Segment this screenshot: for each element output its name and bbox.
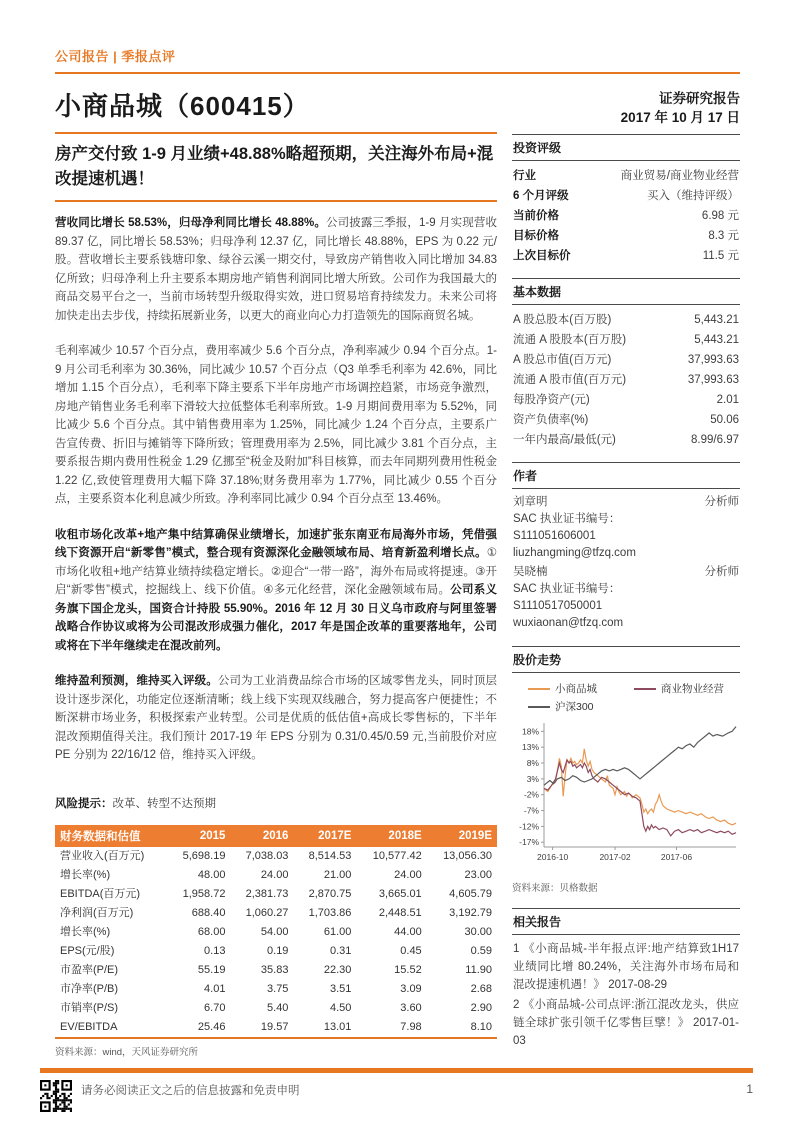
chart-heading: 股价走势 <box>512 646 740 673</box>
main-column <box>55 84 497 1064</box>
series-line-小商品城 <box>544 749 736 825</box>
table-row <box>55 847 497 866</box>
table-cell: 24.00 <box>394 869 422 881</box>
table-header-cell: 财务数据和估值 <box>55 825 167 847</box>
legend-item <box>528 699 634 714</box>
table-cell: 0.31 <box>330 945 352 957</box>
table-header-cell: 2017E <box>293 825 356 847</box>
side-row <box>513 430 739 450</box>
field-label: 每股净资产(元) <box>513 394 590 406</box>
table-cell: 2.90 <box>470 1002 492 1014</box>
author-name: 刘章明 <box>513 496 548 508</box>
rating-heading: 投资评级 <box>512 134 740 161</box>
table-cell: EBITDA(百万元) <box>60 888 141 900</box>
table-cell: 3.75 <box>267 983 289 995</box>
body-paragraph <box>55 672 497 765</box>
rating-block <box>512 161 740 278</box>
table-cell: 24.00 <box>260 869 289 881</box>
author-email: wuxiaonan@tfzq.com <box>513 617 624 629</box>
table-cell: 10,577.42 <box>372 850 422 862</box>
footer-divider <box>40 1068 753 1073</box>
table-cell: 营业收入(百万元) <box>60 850 145 862</box>
price-chart <box>512 719 740 871</box>
financial-table <box>55 825 497 1039</box>
table-cell: 8.10 <box>470 1021 492 1033</box>
author-name-row <box>513 564 739 581</box>
table-cell: 25.46 <box>197 1021 226 1033</box>
field-value: 买入（维持评级） <box>647 190 739 202</box>
page-title: 小商品城（600415） <box>55 91 310 121</box>
field-value: 2.01 <box>716 394 739 406</box>
body-paragraph <box>55 342 497 509</box>
table-cell: 5.40 <box>267 1002 289 1014</box>
legend-label: 小商品城 <box>555 683 597 695</box>
field-value: 8.3 元 <box>708 230 739 242</box>
y-tick-label: -2% <box>523 789 539 800</box>
side-row <box>513 206 739 226</box>
side-row <box>513 370 739 390</box>
side-row <box>513 350 739 370</box>
table-cell: 市盈率(P/E) <box>60 964 119 976</box>
related-reports-block <box>512 935 740 1064</box>
y-tick-label: -17% <box>519 837 539 848</box>
related-reports-heading: 相关报告 <box>512 908 740 935</box>
table-header-row <box>55 825 497 847</box>
author-entry <box>513 564 739 632</box>
field-value: 37,993.63 <box>687 374 739 386</box>
sac-label: SAC 执业证书编号： <box>513 583 621 595</box>
x-tick-label: 2017-06 <box>660 852 693 862</box>
chart-source: 资料来源：贝格数据 <box>512 883 598 894</box>
legend-label: 沪深300 <box>555 701 594 713</box>
table-cell: 增长率(%) <box>60 869 111 881</box>
side-row <box>513 226 739 246</box>
table-row <box>55 904 497 923</box>
bold-text: 营收同比增长 58.53%，归母净利同比增长 48.88%。 <box>55 217 326 229</box>
table-header-cell: 2019E <box>427 825 497 847</box>
side-row <box>513 166 739 186</box>
table-header-cell: 2018E <box>356 825 426 847</box>
table-cell: 6.70 <box>204 1002 226 1014</box>
table-cell: 0.19 <box>267 945 289 957</box>
table-cell: 48.00 <box>197 869 226 881</box>
legend-item <box>634 681 740 696</box>
table-row <box>55 980 497 999</box>
side-row <box>513 310 739 330</box>
subtitle-divider <box>55 200 497 202</box>
report-subtitle: 房产交付致 1-9 月业绩+48.88%略超预期，关注海外布局+混改提速机遇！ <box>55 145 494 188</box>
y-tick-label: 3% <box>526 773 539 784</box>
table-cell: 3.09 <box>400 983 422 995</box>
table-cell: 2.68 <box>470 983 492 995</box>
table-cell: 0.45 <box>400 945 422 957</box>
risk-label: 风险提示： <box>55 797 113 810</box>
report-category: 公司报告 | 季报点评 <box>55 49 176 64</box>
table-cell: 13,056.30 <box>443 850 492 862</box>
field-label: 上次目标价 <box>513 250 571 262</box>
regular-text: ①市场化收租+地产结算业绩持续稳定增长。②迎合“一带一路”，海外布局或将提速。③开启“新零售”模式，挖掘线上、线下价值。④多元化经营，深化金融领域布局。 <box>55 547 497 596</box>
table-cell: 3,192.79 <box>449 907 492 919</box>
field-label: 目标价格 <box>513 230 559 242</box>
author-name-row <box>513 494 739 511</box>
report-date: 2017 年 10 月 17 日 <box>620 110 740 125</box>
y-tick-label: 8% <box>526 758 539 769</box>
page-number: 1 <box>746 1082 753 1096</box>
body-paragraph <box>55 526 497 656</box>
side-row <box>513 330 739 350</box>
report-type-label: 证券研究报告 <box>659 91 740 106</box>
table-cell: 44.00 <box>394 926 422 938</box>
field-label: 当前价格 <box>513 210 559 222</box>
table-cell: 3,665.01 <box>378 888 422 900</box>
table-cell: 2,381.73 <box>245 888 289 900</box>
field-label: A 股总股本(百万股) <box>513 314 612 326</box>
table-cell: 4,605.79 <box>449 888 492 900</box>
field-label: 资产负债率(%) <box>513 414 589 426</box>
series-line-沪深300 <box>544 727 736 786</box>
title-divider <box>55 132 497 134</box>
field-label: 流通 A 股市值(百万元) <box>513 374 627 386</box>
table-cell: EPS(元/股) <box>60 945 115 957</box>
field-value: 6.98 元 <box>701 210 739 222</box>
table-cell: 4.50 <box>330 1002 352 1014</box>
table-cell: 15.52 <box>394 964 422 976</box>
table-row <box>55 961 497 980</box>
table-cell: 21.00 <box>323 869 352 881</box>
table-cell: 19.57 <box>260 1021 289 1033</box>
table-cell: 3.60 <box>400 1002 422 1014</box>
regular-text: 公司披露三季报，1-9 月实现营收 89.37 亿，同比增长 58.53%；归母净利 12.37 亿，同比增长 48.88%，EPS 为 0.22 元/股。营收增长主要系钱塘印象、绿谷云溪一期交付，导致房产销售收入同比增加 34.83 亿所致；归母净利上升主要系本期房地产销售利润同比增大所致。公司作为我国最大的商品交易平台之一，当前市场转型升级取得实效，进口贸易培育持续发力。未来公司将加快走出去步伐，持续拓展新业务，以更大的商业向心力打造领先的国际商贸名城。 <box>55 217 497 322</box>
bold-text: 维持盈利预测，维持买入评级。 <box>55 675 218 687</box>
y-tick-label: 18% <box>521 726 539 737</box>
header-divider <box>55 72 740 74</box>
table-header-cell: 2016 <box>230 825 293 847</box>
table-cell: 1,703.86 <box>308 907 352 919</box>
authors-heading: 作者 <box>512 462 740 489</box>
table-cell: 8,514.53 <box>308 850 352 862</box>
sac-label: SAC 执业证书编号： <box>513 513 621 525</box>
side-row <box>513 390 739 410</box>
table-cell: 688.40 <box>191 907 226 919</box>
field-label: 6 个月评级 <box>513 190 569 202</box>
field-label: 一年内最高/最低(元) <box>513 434 616 446</box>
sac-number: S111051606001 <box>513 530 596 542</box>
table-row <box>55 999 497 1018</box>
regular-text: 毛利率减少 10.57 个百分点，费用率减少 5.6 个百分点，净利率减少 0.94 个百分点。1-9 月公司毛利率为 30.36%，同比减少 10.57 个百分点（Q3 单季毛利率为 42.6%，同比增加 1.15 个百分点），毛利率下降主要系下半年房地产市场调控趋紧，市场竞争激烈，房地产销售业务毛利率下滑较大拉低整体毛利率所致。1-9 月期间费用率为 5.52%，同比减少 5.6 个百分点。其中销售费用率为 1.25%，同比减少 1.24 个百分点，主要系广告宣传费、折旧与摊销等下降所致；管理费用率为 2.5%，同比减少 3.81 个百分点，主要系报告期内费用性税金 1.29 亿挪至“税金及附加”科目核算，而去年同期列费用性税金 1.22 亿,致使管理费用大幅下降 37.18%;财务费用率为 1.77%，同比减少 0.55 个百分点，主要系资本化利息减少所致。净利率同比减少 0.94 个百分点至 13.46%。 <box>55 345 497 505</box>
author-email: liuzhangming@tfzq.com <box>513 547 636 559</box>
table-cell: 68.00 <box>197 926 226 938</box>
table-cell: 2,448.51 <box>378 907 422 919</box>
body-paragraph <box>55 214 497 325</box>
legend-item <box>528 681 634 696</box>
table-cell: 13.01 <box>323 1021 352 1033</box>
side-row <box>513 246 739 266</box>
table-cell: 市销率(P/S) <box>60 1002 119 1014</box>
financial-table-header <box>55 825 497 847</box>
table-cell: 5,698.19 <box>182 850 226 862</box>
table-cell: 30.00 <box>464 926 492 938</box>
table-row <box>55 866 497 885</box>
field-value: 11.5 元 <box>702 250 739 262</box>
table-cell: 增长率(%) <box>60 926 111 938</box>
field-label: 流通 A 股股本(百万股) <box>513 334 627 346</box>
side-row <box>513 186 739 206</box>
y-tick-label: -7% <box>523 805 539 816</box>
field-label: 行业 <box>513 170 536 182</box>
field-value: 5,443.21 <box>694 334 739 346</box>
table-cell: 0.13 <box>204 945 226 957</box>
author-role: 分析师 <box>704 496 739 508</box>
table-cell: 0.59 <box>470 945 492 957</box>
legend-swatch <box>528 688 550 690</box>
table-row <box>55 1018 497 1038</box>
table-cell: 55.19 <box>197 964 226 976</box>
table-cell: 市净率(P/B) <box>60 983 119 995</box>
table-cell: 61.00 <box>323 926 352 938</box>
risk-note <box>55 795 497 811</box>
footer <box>40 1080 753 1112</box>
table-header-cell: 2015 <box>167 825 230 847</box>
author-entry <box>513 494 739 562</box>
field-value: 50.06 <box>710 414 739 426</box>
authors-block <box>512 489 740 646</box>
y-tick-label: -12% <box>519 821 539 832</box>
table-cell: 2,870.75 <box>308 888 352 900</box>
related-report-item: 2 《小商品城-公司点评:浙江混改龙头，供应链全球扩张引领千亿零售巨擘！》 2017-01-03 <box>513 999 739 1047</box>
bold-text: 收租市场化改革+地产集中结算确保业绩增长，加速扩张东南亚布局海外市场，凭借强线下资源开启“新零售”模式，整合现有资源深化金融领域布局、培育新盈利增长点。 <box>55 528 497 559</box>
table-source: 资料来源：wind，天风证券研究所 <box>55 1046 199 1058</box>
risk-text: 改革、转型不达预期 <box>112 797 216 810</box>
field-label: A 股总市值(百万元) <box>513 354 612 366</box>
table-row <box>55 923 497 942</box>
table-cell: 22.30 <box>323 964 352 976</box>
legend-swatch <box>634 688 656 690</box>
chart-legend <box>512 673 740 719</box>
author-name: 吴晓楠 <box>513 566 548 578</box>
side-row <box>513 410 739 430</box>
report-body <box>55 214 497 765</box>
table-cell: 23.00 <box>464 869 492 881</box>
field-value: 5,443.21 <box>694 314 739 326</box>
sac-number: S1110517050001 <box>513 600 603 612</box>
bold-text: 公司系义务旗下国企龙头，国资合计持股 55.90%。2016 年 12 月 30 日义乌市政府与阿里签署战略合作协议或将为公司混改形成强力催化，2017 年是国企改革的重要落地年，公司或将在下半年继续走在混改前列。 <box>55 584 498 652</box>
related-report-item: 1 《小商品城-半年报点评:地产结算致1H17 业绩同比增 80.24%，关注海外市场布局和混改提速机遇！》 2017-08-29 <box>513 943 739 991</box>
table-cell: 净利润(百万元) <box>60 907 134 919</box>
table-cell: 11.90 <box>465 964 492 976</box>
basic-data-block <box>512 305 740 462</box>
table-row <box>55 942 497 961</box>
y-tick-label: 13% <box>521 742 539 753</box>
table-cell: 54.00 <box>260 926 289 938</box>
field-value: 37,993.63 <box>687 354 739 366</box>
table-cell: 3.51 <box>330 983 352 995</box>
x-tick-label: 2016-10 <box>537 852 569 862</box>
table-cell: 35.83 <box>260 964 289 976</box>
table-cell: 7,038.03 <box>245 850 289 862</box>
legend-label: 商业物业经营 <box>661 683 724 695</box>
x-tick-label: 2017-02 <box>599 852 631 862</box>
field-value: 商业贸易/商业物业经营 <box>620 170 739 182</box>
table-cell: 1,958.72 <box>182 888 226 900</box>
qr-code <box>40 1080 72 1112</box>
sidebar <box>512 84 740 1064</box>
table-cell: 7.98 <box>400 1021 422 1033</box>
table-row <box>55 885 497 904</box>
table-cell: 4.01 <box>204 983 226 995</box>
field-value: 8.99/6.97 <box>691 434 739 446</box>
table-cell: EV/EBITDA <box>60 1021 118 1033</box>
table-cell: 1,060.27 <box>245 907 289 919</box>
footer-note: 请务必阅读正文之后的信息披露和免责申明 <box>81 1085 300 1097</box>
financial-table-body <box>55 847 497 1038</box>
basic-data-heading: 基本数据 <box>512 278 740 305</box>
author-role: 分析师 <box>704 566 739 578</box>
regular-text: 公司为工业消费品综合市场的区域零售龙头，同时顶层设计逐步深化，功能定位逐渐清晰；线上线下实现双线融合，努力提高客户便捷性；不断深耕市场业务，积极探索产业转型。公司是优质的低估值+高成长零售标的，下半年混改预期值得关注。我们预计 2017-19 年 EPS 分别为 0.31/0.45/0.59 元,当前股价对应 PE 分别为 22/16/12 倍，维持买入评级。 <box>55 675 497 761</box>
legend-swatch <box>528 706 550 708</box>
